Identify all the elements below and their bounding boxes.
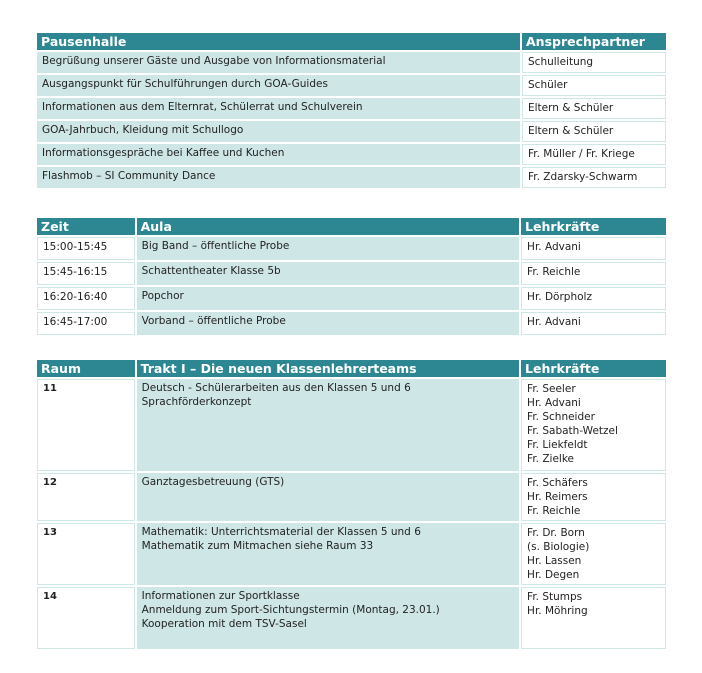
teacher-line: Fr. Dr. Born (527, 527, 585, 539)
room-cell: 12 (37, 473, 135, 521)
teacher-cell: Hr. Advani (521, 237, 666, 260)
event-cell: Big Band – öffentliche Probe (137, 237, 519, 260)
table-row (37, 98, 666, 119)
topic-line: Mathematik: Unterrichtsmaterial der Klassen 5 und 6 (141, 526, 421, 538)
teacher-cell: Fr. Reichle (521, 262, 666, 285)
teacher-line: Fr. Reichle (527, 505, 581, 517)
table-row (37, 121, 666, 142)
teacher-line: Fr. Schäfers (527, 477, 588, 489)
column-header-lehrkraefte: Lehrkräfte (521, 360, 666, 377)
contact-cell: Eltern & Schüler (522, 98, 666, 119)
trakt-table (35, 358, 668, 651)
teacher-cell (521, 587, 666, 649)
topic-line: Informationen zur Sportklasse (141, 590, 300, 602)
teacher-cell: Hr. Dörpholz (521, 287, 666, 310)
time-cell: 16:45-17:00 (37, 312, 135, 335)
topic-cell (137, 473, 519, 521)
teacher-line: Fr. Sabath-Wetzel (527, 425, 618, 437)
teacher-line: Fr. Stumps (527, 591, 583, 603)
activity-cell: GOA-Jahrbuch, Kleidung mit Schullogo (37, 121, 520, 142)
contact-cell: Fr. Zdarsky-Schwarm (522, 167, 666, 188)
teacher-line: Hr. Degen (527, 569, 580, 581)
table-row (37, 262, 666, 285)
topic-line: Kooperation mit dem TSV-Sasel (141, 618, 307, 630)
column-header-trakt: Trakt I – Die neuen Klassenlehrerteams (137, 360, 519, 377)
column-header-lehrkraefte: Lehrkräfte (521, 218, 666, 235)
topic-line: Sprachförderkonzept (141, 396, 252, 408)
table-row (37, 167, 666, 188)
topic-line: Ganztagesbetreuung (GTS) (141, 476, 285, 488)
activity-cell: Begrüßung unserer Gäste und Ausgabe von Informationsmaterial (37, 52, 520, 73)
table-row (37, 523, 666, 585)
table-row (37, 473, 666, 521)
table-row (37, 379, 666, 471)
activity-cell: Informationen aus dem Elternrat, Schülerrat und Schulverein (37, 98, 520, 119)
topic-cell (137, 379, 519, 471)
room-cell: 14 (37, 587, 135, 649)
activity-cell: Flashmob – SI Community Dance (37, 167, 520, 188)
column-header-ansprechpartner: Ansprechpartner (522, 33, 666, 50)
column-header-raum: Raum (37, 360, 135, 377)
activity-cell: Ausgangspunkt für Schulführungen durch GOA-Guides (37, 75, 520, 96)
teacher-cell (521, 473, 666, 521)
time-cell: 15:00-15:45 (37, 237, 135, 260)
topic-line: Anmeldung zum Sport-Sichtungstermin (Montag, 23.01.) (141, 604, 440, 616)
teacher-line: Fr. Liekfeldt (527, 439, 588, 451)
event-cell: Schattentheater Klasse 5b (137, 262, 519, 285)
topic-line: Deutsch - Schülerarbeiten aus den Klassen 5 und 6 (141, 382, 411, 394)
contact-cell: Schulleitung (522, 52, 666, 73)
table-header-row (37, 218, 666, 235)
teacher-cell (521, 523, 666, 585)
time-cell: 16:20-16:40 (37, 287, 135, 310)
pausenhalle-table (35, 31, 668, 190)
teacher-line: (s. Biologie) (527, 541, 590, 553)
column-header-pausenhalle: Pausenhalle (37, 33, 520, 50)
teacher-line: Fr. Zielke (527, 453, 575, 465)
aula-table (35, 216, 668, 337)
teacher-line: Hr. Lassen (527, 555, 582, 567)
teacher-line: Fr. Seeler (527, 383, 576, 395)
table-row (37, 144, 666, 165)
topic-cell (137, 523, 519, 585)
table-row (37, 287, 666, 310)
room-cell: 13 (37, 523, 135, 585)
contact-cell: Schüler (522, 75, 666, 96)
table-header-row (37, 360, 666, 377)
time-cell: 15:45-16:15 (37, 262, 135, 285)
table-row (37, 52, 666, 73)
teacher-line: Hr. Advani (527, 397, 581, 409)
column-header-aula: Aula (137, 218, 519, 235)
contact-cell: Fr. Müller / Fr. Kriege (522, 144, 666, 165)
topic-cell (137, 587, 519, 649)
table-row (37, 587, 666, 649)
table-header-row (37, 33, 666, 50)
activity-cell: Informationsgespräche bei Kaffee und Kuchen (37, 144, 520, 165)
column-header-zeit: Zeit (37, 218, 135, 235)
event-cell: Popchor (137, 287, 519, 310)
table-row (37, 237, 666, 260)
teacher-cell: Hr. Advani (521, 312, 666, 335)
contact-cell: Eltern & Schüler (522, 121, 666, 142)
event-cell: Vorband – öffentliche Probe (137, 312, 519, 335)
table-row (37, 75, 666, 96)
teacher-line: Hr. Reimers (527, 491, 588, 503)
room-cell: 11 (37, 379, 135, 471)
teacher-line: Hr. Möhring (527, 605, 588, 617)
table-row (37, 312, 666, 335)
topic-line: Mathematik zum Mitmachen siehe Raum 33 (141, 540, 374, 552)
teacher-line: Fr. Schneider (527, 411, 595, 423)
teacher-cell (521, 379, 666, 471)
